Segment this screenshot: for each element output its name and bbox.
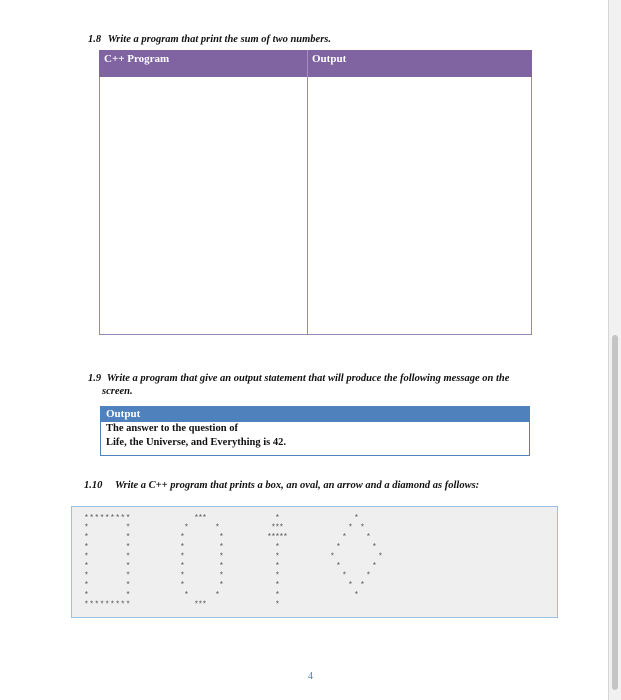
- box-star: *: [115, 600, 121, 610]
- question-text: Write a program that print the sum of two numbers.: [107, 34, 332, 45]
- oval-star: *: [180, 571, 185, 581]
- table-body: [99, 77, 532, 335]
- header-divider: [307, 50, 308, 77]
- diamond-star: *: [366, 533, 371, 543]
- box-star: *: [84, 533, 89, 543]
- diamond-star: *: [330, 552, 335, 562]
- question-1-9-title: [88, 372, 568, 385]
- arrow-star: *: [283, 533, 288, 543]
- box-star: *: [125, 533, 131, 543]
- oval-star: *: [219, 571, 224, 581]
- arrow-star: *: [275, 590, 280, 600]
- box-star: *: [94, 600, 100, 610]
- output-line-1: The answer to the question of: [106, 423, 238, 434]
- diamond-star: *: [354, 590, 359, 600]
- diamond-star: *: [336, 562, 341, 571]
- output-line-2: Life, the Universe, and Everything is 42.: [106, 437, 286, 448]
- oval-star: *: [194, 514, 199, 523]
- box-star: *: [84, 590, 89, 600]
- question-number: 1.9: [88, 373, 102, 384]
- box-star: *: [89, 600, 95, 610]
- box-star: *: [120, 514, 126, 523]
- question-number: 1.10: [84, 480, 103, 491]
- diamond-star: *: [348, 523, 353, 533]
- diamond-star: *: [354, 514, 359, 523]
- box-star: *: [84, 552, 89, 562]
- box-star: *: [89, 514, 95, 523]
- oval-star: *: [180, 533, 185, 543]
- diamond-star: *: [342, 533, 347, 543]
- box-star: *: [104, 514, 110, 523]
- oval-star: *: [219, 552, 224, 562]
- oval-star: *: [202, 514, 207, 523]
- question-text-line1: Write a program that give an output statement that will produce the following message on the: [106, 373, 510, 384]
- diamond-star: *: [360, 581, 365, 591]
- oval-star: *: [198, 600, 203, 610]
- diamond-star: *: [348, 581, 353, 591]
- column-header-program: C++ Program: [104, 53, 170, 65]
- box-star: *: [125, 590, 131, 600]
- box-star: *: [125, 542, 131, 552]
- diamond-star: *: [372, 562, 377, 571]
- arrow-star: *: [275, 581, 280, 591]
- output-cell[interactable]: [308, 77, 532, 334]
- program-output-table: [99, 50, 532, 335]
- box-star: *: [99, 600, 105, 610]
- box-star: *: [125, 552, 131, 562]
- box-star: *: [104, 600, 110, 610]
- box-star: *: [115, 514, 121, 523]
- box-star: *: [84, 523, 89, 533]
- oval-star: *: [202, 600, 207, 610]
- box-star: *: [84, 542, 89, 552]
- diamond-star: *: [342, 571, 347, 581]
- arrow-star: *: [275, 523, 280, 533]
- output-box-label: Output: [106, 408, 141, 420]
- box-star: *: [84, 581, 89, 591]
- arrow-star: *: [275, 562, 280, 571]
- oval-star: *: [184, 590, 189, 600]
- question-1-10-title: [84, 479, 479, 492]
- oval-star: *: [219, 562, 224, 571]
- oval-star: *: [198, 514, 203, 523]
- arrow-star: *: [275, 552, 280, 562]
- oval-star: *: [219, 533, 224, 543]
- scrollbar-thumb[interactable]: [612, 335, 618, 690]
- page-number: 4: [308, 671, 313, 682]
- diamond-star: *: [372, 542, 377, 552]
- arrow-star: *: [279, 523, 284, 533]
- oval-star: *: [219, 542, 224, 552]
- box-star: *: [120, 600, 126, 610]
- vertical-scrollbar[interactable]: [608, 0, 621, 700]
- box-star: *: [110, 514, 115, 523]
- asterisk-shapes: [72, 507, 559, 619]
- arrow-star: *: [275, 514, 280, 523]
- arrow-star: *: [279, 533, 284, 543]
- diamond-star: *: [336, 542, 341, 552]
- program-cell[interactable]: [100, 77, 307, 334]
- arrow-star: *: [267, 533, 272, 543]
- arrow-star: *: [271, 533, 276, 543]
- box-star: *: [125, 571, 131, 581]
- arrow-star: *: [275, 533, 280, 543]
- arrow-star: *: [275, 600, 280, 610]
- box-star: *: [125, 600, 131, 610]
- oval-star: *: [219, 581, 224, 591]
- arrow-star: *: [275, 571, 280, 581]
- box-star: *: [125, 562, 131, 571]
- box-star: *: [84, 571, 89, 581]
- box-star: *: [125, 523, 131, 533]
- shapes-figure: [71, 506, 558, 618]
- diamond-star: *: [360, 523, 365, 533]
- arrow-star: *: [275, 542, 280, 552]
- question-text: Write a C++ program that prints a box, an oval, an arrow and a diamond as follows:: [115, 480, 480, 491]
- box-star: *: [84, 514, 89, 523]
- question-number: 1.8: [88, 34, 102, 45]
- column-header-output: Output: [312, 53, 347, 65]
- output-box: [100, 406, 530, 456]
- oval-star: *: [215, 523, 220, 533]
- box-star: *: [110, 600, 115, 610]
- question-1-9-title-cont: screen.: [102, 386, 133, 397]
- table-header-row: [99, 50, 532, 77]
- box-star: *: [94, 514, 100, 523]
- diamond-star: *: [366, 571, 371, 581]
- box-star: *: [84, 600, 89, 610]
- oval-star: *: [180, 562, 185, 571]
- oval-star: *: [180, 542, 185, 552]
- question-1-8-title: [88, 33, 331, 46]
- arrow-star: *: [271, 523, 276, 533]
- diamond-star: *: [378, 552, 383, 562]
- oval-star: *: [194, 600, 199, 610]
- oval-star: *: [184, 523, 189, 533]
- box-star: *: [84, 562, 89, 571]
- output-box-header: [101, 407, 529, 422]
- oval-star: *: [180, 552, 185, 562]
- box-star: *: [125, 581, 131, 591]
- oval-star: *: [215, 590, 220, 600]
- box-star: *: [99, 514, 105, 523]
- box-star: *: [125, 514, 131, 523]
- oval-star: *: [180, 581, 185, 591]
